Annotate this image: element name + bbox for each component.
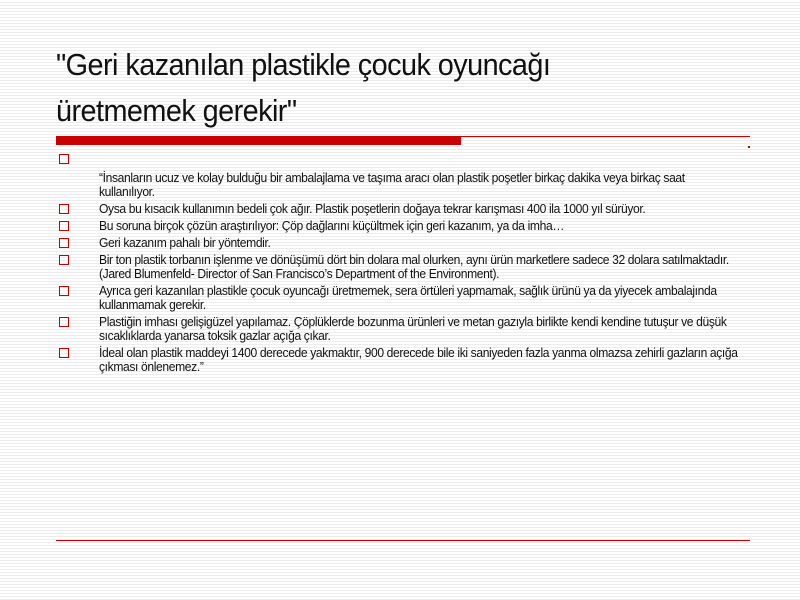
bullet-text: Bir ton plastik torbanın işlenme ve dönüşümü dört bin dolara mal olurken, aynı ürün marketlere sadece 32 dolara satılmaktadır. (Jared Blumenfeld- Director of San Francisco’s Department of the Environment). <box>99 252 729 281</box>
slide-title-line-2: üretmemek gerekir" <box>56 93 297 128</box>
bullet-item <box>56 219 756 233</box>
bullet-item <box>56 284 756 312</box>
bullet-text: “İnsanların ucuz ve kolay bulduğu bir ambalajlama ve taşıma aracı olan plastik poşetler birkaç dakika veya birkaç saat kullanılıyor. <box>99 170 685 199</box>
title-divider-thick <box>56 137 461 145</box>
square-bullet-icon <box>59 204 69 214</box>
square-bullet-icon <box>59 221 69 231</box>
bullet-item <box>56 315 756 343</box>
bullet-text: İdeal olan plastik maddeyi 1400 derecede yakmaktır, 900 derecede bile iki saniyeden fazla yanma olmazsa zehirli gazların açığa çıkması önlenemez.” <box>99 345 738 374</box>
square-bullet-icon <box>59 154 69 164</box>
bullet-item-empty <box>56 152 756 167</box>
square-bullet-icon <box>59 317 69 327</box>
footer-divider <box>56 540 750 541</box>
bullet-text: Plastiğin imhası gelişigüzel yapılamaz. Çöplüklerde bozunma ürünleri ve metan gazıyla birlikte kendi kendine tutuşur ve düşük sıcaklıklarda yanarsa toksik gazlar açığa çıkar. <box>99 314 727 343</box>
bullet-text: Oysa bu kısacık kullanımın bedeli çok ağır. Plastik poşetlerin doğaya tekrar karışması 400 ila 1000 yıl sürüyor. <box>99 201 646 216</box>
square-bullet-icon <box>59 238 69 248</box>
bullet-item <box>56 171 756 199</box>
bullet-item <box>56 346 756 374</box>
bullet-list <box>56 152 756 377</box>
square-bullet-icon <box>59 255 69 265</box>
bullet-item <box>56 202 756 216</box>
bullet-text: Ayrıca geri kazanılan plastikle çocuk oyuncağı üretmemek, sera örtüleri yapmamak, sağlık ürünü ya da yiyecek ambalajında kullanmamak gerekir. <box>99 283 717 312</box>
square-bullet-icon <box>59 286 69 296</box>
slide-title <box>56 42 707 134</box>
bullet-text: Geri kazanım pahalı bir yöntemdir. <box>99 235 271 250</box>
slide-title-line-1: "Geri kazanılan plastikle çocuk oyuncağı <box>56 47 551 82</box>
square-bullet-icon <box>59 348 69 358</box>
title-divider-end-mark <box>748 146 750 148</box>
bullet-item <box>56 253 756 281</box>
bullet-text: Bu soruna birçok çözün araştırılıyor: Çöp dağlarını küçültmek için geri kazanım, ya da imha… <box>99 218 565 233</box>
bullet-item <box>56 236 756 250</box>
